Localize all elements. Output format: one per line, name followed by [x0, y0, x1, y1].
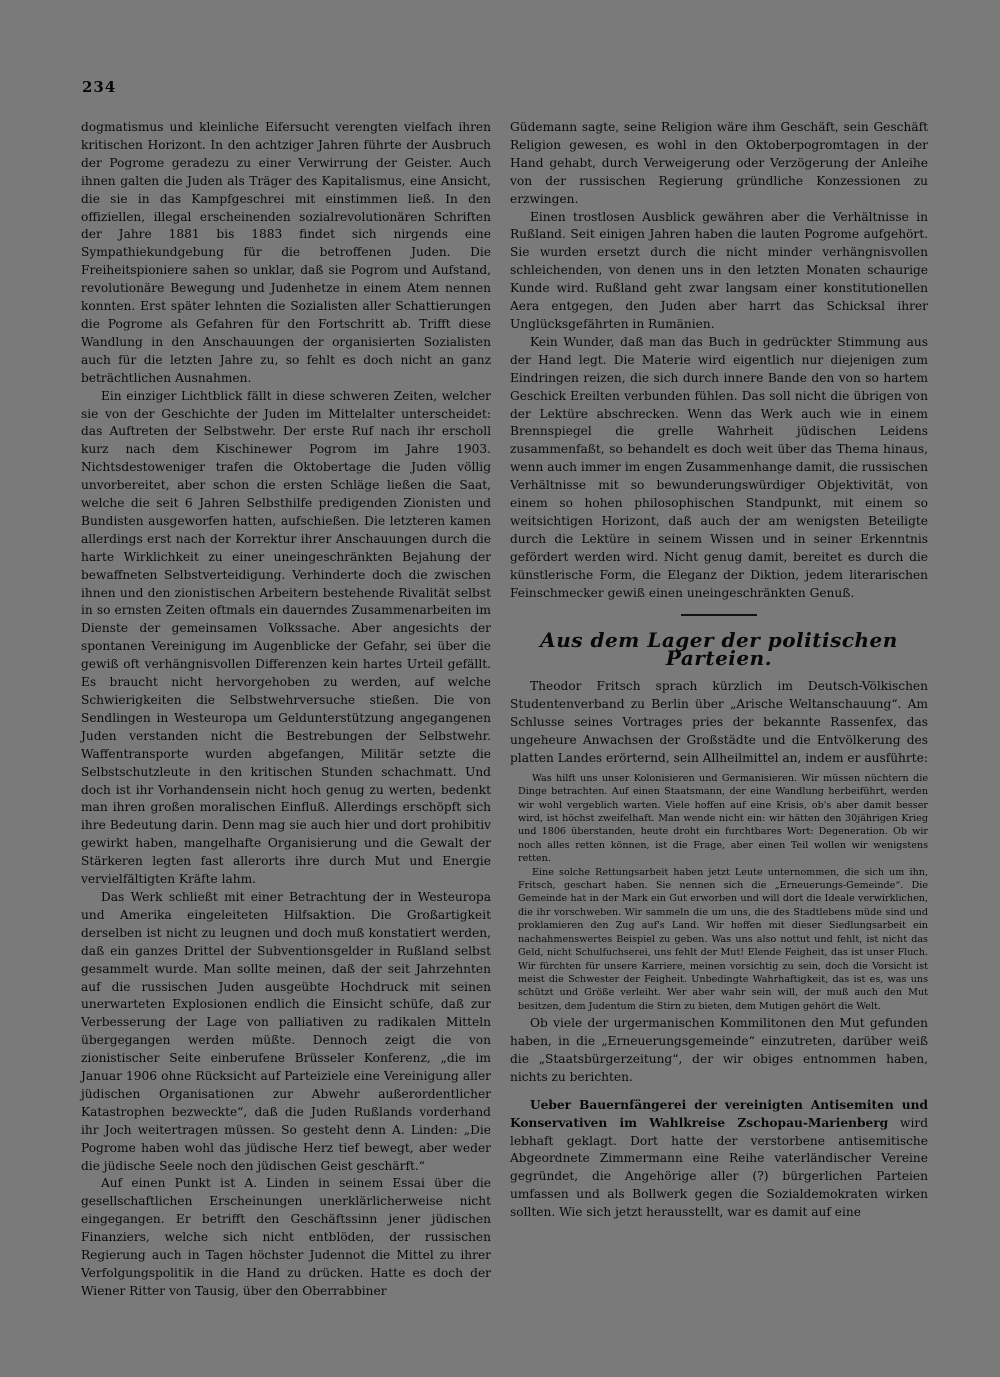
section-heading: Aus dem Lager der politischen Parteien. — [540, 628, 898, 671]
paragraph: Ob viele der urgermanischen Kommilitonen den Mut gefunden haben, in die „Erneuerungsgemeinde“ einzutreten, darüber weiß die „Staatsbürgerzeitung“, der wir obiges entnommen haben, nichts zu berichten. — [510, 1016, 928, 1084]
right-column — [510, 119, 928, 1222]
quote-paragraph: Was hilft uns unser Kolonisieren und Germanisieren. Wir müssen nüchtern die Dinge betrachten. Auf einen Staatsmann, der eine Wandlung herbeiführt, werden wir wohl vergeblich warten. Viele hoffen auf eine Krisis, ob's aber damit besser wird, ist höchst zweifelhaft. Man wende nicht ein: wir hätten den 30jährigen Krieg und 1806 überstanden, heute droht ein furchtbares Wort: Degeneration. Ob wir noch alles retten können, ist die Frage, aber einen Teil wollen wir wenigstens retten. — [518, 772, 928, 865]
paragraph: Güdemann sagte, seine Religion wäre ihm Geschäft, sein Geschäft Religion gewesen, es wohl in den Oktoberpogromtagen in der Hand gehabt, durch Verweigerung oder Verzögerung der Anleihe von der russischen Regierung gründliche Konzessionen zu erzwingen. — [510, 120, 928, 206]
paragraph: Ein einziger Lichtblick fällt in diese schweren Zeiten, welcher sie von der Geschichte der Juden im Mittelalter unterscheidet: das Auftreten der Selbstwehr. Der erste Ruf nach ihr erscholl kurz nach dem Kischinewer Pogrom im Jahre 1903. Nichtsdestoweniger trafen die Oktobertage die Juden völlig unvorbereitet, aber schon die ersten Schläge ließen die Saat, welche die seit 6 Jahren Selbsthilfe predigenden Zionisten und Bundisten ausgeworfen hatten, aufschießen. Die letzteren kamen allerdings erst nach der Korrektur ihrer Anschauungen durch die harte Wirklichkeit zu einer uneingeschränkten Bejahung der bewaffneten Selbstverteidigung. Verhinderte doch die zwischen ihnen und den zionistischen Arbeitern bestehende Rivalität selbst in so ernsten Zeiten oftmals ein dauerndes Zusammenarbeiten im Dienste der gemeinsamen Volkssache. Aber angesichts der spontanen Vereinigung im Augenblicke der Gefahr, sei über die gewiß oft verhängnisvollen Differenzen kein hartes Urteil gefällt. Es braucht nicht hervorgehoben zu werden, auf welche Schwierigkeiten die Selbstwehrversuche stießen. Die von Sendlingen in Westeuropa um Geldunterstützung angegangenen Juden verstanden nicht die Bestrebungen der Selbstwehr. Waffentransporte wurden abgefangen, Militär setzte die Selbstschutzleute in den kritischen Stunden schachmatt. Und doch ist ihr Vorhandensein nicht hoch genug zu werten, bedenkt man ihren großen moralischen Einfluß. Allerdings erschöpft sich ihre Bedeutung darin. Denn mag sie auch hier und dort prohibitiv gewirkt haben, mangelhafte Organisierung und die Gewalt der Stärkeren legten fast allerorts ihre durch Mut und Energie vervielfältigten Kräfte lahm. — [81, 388, 491, 887]
quote-paragraph: Eine solche Rettungsarbeit haben jetzt Leute unternommen, die sich um ihn, Fritsch, geschart haben. Sie nennen sich die „Erneuerungs-Gemeinde“. Die Gemeinde hat in der Mark ein Gut erworben und will dort die Ideale verwirklichen, die ihr vorschweben. Wir sammeln die um uns, die des Stadtlebens müde sind und proklamieren den Zug auf's Land. Wir hoffen mit dieser Siedlungsarbeit ein nachahmenswertes Beispiel zu geben. Was uns also nottut und fehlt, ist nicht das Geld, nicht Schulfuchserei, uns fehlt der Mut! Elende Feigheit, das ist unser Fluch. Wir fürchten für unsere Karriere, meinen vorsichtig zu sein, doch die Vorsicht ist meist die Schwester der Feigheit. Unbedingte Wahrhaftigkeit, das ist es, was uns schützt und Größe verleiht. Wer aber wahr sein will, der muß auch den Mut besitzen, dem Judentum die Stirn zu bieten, dem Mutigen gehört die Welt. — [518, 866, 928, 1012]
section-divider — [681, 614, 757, 616]
paragraph: dogmatismus und kleinliche Eifersucht verengten vielfach ihren kritischen Horizont. In den achtziger Jahren führte der Ausbruch der Pogrome geradezu zu einer Verwirrung der Geister. Auch ihnen galten die Juden als Träger des Kapitalismus, eine Ansicht, die sie in das Kampfgeschrei mit einstimmen ließ. In den offiziellen, illegal erscheinenden sozialrevolutionären Schriften der Jahre 1881 bis 1883 findet sich nirgends eine Sympathiekundgebung für die betroffenen Juden. Die Freiheitspioniere sahen so unklar, daß sie Pogrom und Aufstand, revolutionäre Bewegung und Judenhetze in einem Atem nennen konnten. Erst später lehnten die Sozialisten aller Schattierungen die Pogrome als Gefahren für den Fortschritt ab. Trifft diese Wandlung in den Anschauungen der organisierten Sozialisten auch für die letzten Jahre zu, so fehlt es doch nicht an ganz beträchtlichen Ausnahmen. — [81, 120, 491, 385]
paragraph: Auf einen Punkt ist A. Linden in seinem Essai über die gesellschaftlichen Erscheinungen unerklärlicherweise nicht eingegangen. Er betrifft den Geschäftssinn jener jüdischen Finanziers, welche sich nicht entblöden, der russischen Regierung auch in Tagen höchster Judennot die Mittel zu ihrer Verfolgungspolitik in die Hand zu drücken. Hatte es doch der Wiener Ritter von Tausig, über den Oberrabbiner — [81, 1176, 491, 1298]
paragraph: Das Werk schließt mit einer Betrachtung der in Westeuropa und Amerika eingeleiteten Hilfsaktion. Die Großartigkeit derselben ist nicht zu leugnen und doch muß konstatiert werden, daß ein ganzes Drittel der Subventionsgelder in Rußland selbst gesammelt wurde. Man sollte meinen, daß der seit Jahrzehnten auf die russischen Juden ausgeübte Hochdruck mit seinen unerwarteten Explosionen endlich die Einsicht schüfe, daß zur Verbesserung der Lage von palliativen zu radikalen Mitteln übergegangen werden müßte. Dennoch zeigt die von zionistischer Seite einberufene Brüsseler Konferenz, „die im Januar 1906 ohne Rücksicht auf Parteiziele eine Vereinigung aller jüdischen Organisationen zur Abwehr außerordentlicher Katastrophen bezweckte“, daß die Juden Rußlands vorderhand ihr Joch weitertragen müssen. So gesteht denn A. Linden: „Die Pogrome haben wohl das jüdische Herz tief bewegt, aber weder die jüdische Seele noch den jüdischen Geist geschärft.“ — [81, 889, 491, 1173]
block-quote — [518, 772, 928, 1013]
paragraph: Kein Wunder, daß man das Buch in gedrückter Stimmung aus der Hand legt. Die Materie wird eigentlich nur diejenigen zum Eindringen reizen, die sich durch innere Bande den von so hartem Geschick Ereilten verbunden fühlen. Das soll nicht die übrigen von der Lektüre abschrecken. Wenn das Werk auch wie in einem Brennspiegel die grelle Wahrheit jüdischen Leidens zusammenfaßt, so behandelt es doch weit über das Thema hinaus, wenn auch immer im engen Zusammenhange damit, die russischen Verhältnisse mit so bewunderungswürdiger Objektivität, von einem so hohen philosophischen Standpunkt, mit einem so weitsichtigen Horizont, daß auch der am wenigsten Beteiligte durch die Lektüre in seinem Wissen und in seiner Erkenntnis gefördert werden wird. Nicht genug damit, bereitet es durch die künstlerische Form, die Eleganz der Diktion, jedem literarischen Feinschmecker gewiß einen uneingeschränkten Genuß. — [510, 334, 928, 600]
paragraph-lead: Ueber Bauernfängerei der vereinigten Antisemiten und Konservativen im Wahlkreise Zschopau-Marienberg — [510, 1097, 928, 1130]
paragraph — [510, 1097, 928, 1222]
left-column — [81, 119, 491, 1301]
page-number: 234 — [82, 78, 117, 96]
paragraph: Theodor Fritsch sprach kürzlich im Deutsch-Völkischen Studentenverband zu Berlin über „Arische Weltanschauung“. Am Schlusse seines Vortrages pries der bekannte Rassenfex, das ungeheure Anwachsen der Großstädte und die Entvölkerung des platten Landes erörternd, sein Allheilmittel an, indem er ausführte: — [510, 679, 928, 765]
paragraph-text: wird lebhaft geklagt. Dort hatte der verstorbene antisemitische Abgeordnete Zimmermann eine Reihe vaterländischer Vereine gegründet, die Angehörige aller (?) bürgerlichen Parteien umfassen und als Bollwerk gegen die Sozialdemokraten wirken sollten. Wie sich jetzt herausstellt, war es damit auf eine — [510, 1115, 928, 1220]
paragraph: Einen trostlosen Ausblick gewähren aber die Verhältnisse in Rußland. Seit einigen Jahren haben die lauten Pogrome aufgehört. Sie wurden ersetzt durch die nicht minder verhängnisvollen schleichenden, von denen uns in den letzten Monaten schaurige Kunde wird. Rußland geht zwar langsam einer konstitutionellen Aera entgegen, den Juden aber harrt das Schicksal ihrer Unglücksgefährten in Rumänien. — [510, 209, 928, 331]
